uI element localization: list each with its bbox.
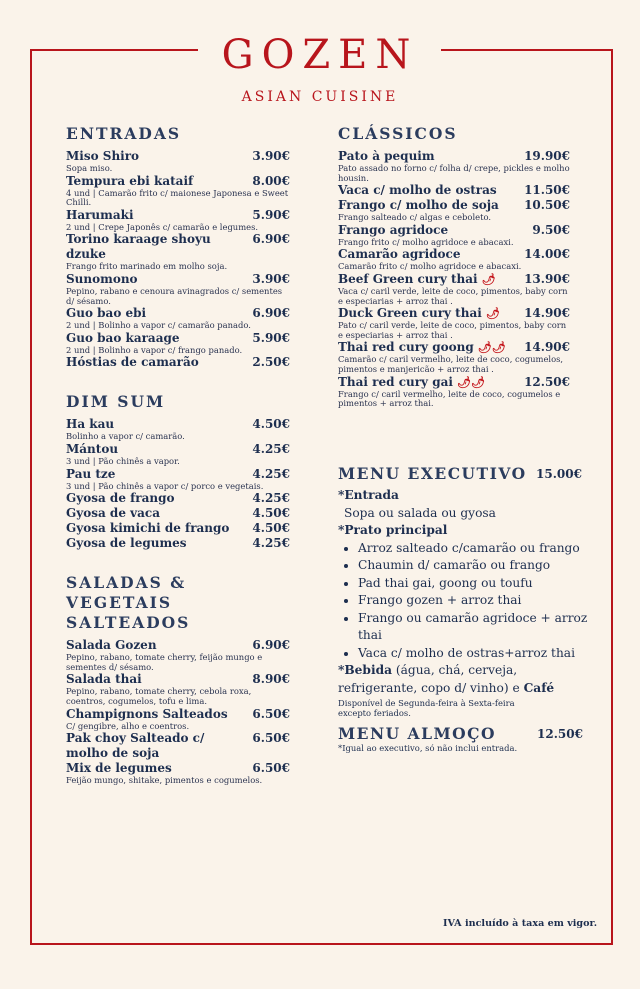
item-price: 8.00€ (252, 173, 290, 188)
menu-item (66, 761, 290, 786)
item-name-text: Ha kau (66, 417, 115, 432)
menu-item (338, 340, 570, 374)
executivo-note: Disponível de Segunda-feira à Sexta-feira excepto feriados. (338, 698, 515, 718)
item-price: 19.90€ (524, 149, 570, 163)
item-name-text: Miso Shiro (66, 149, 140, 163)
item-description: Bolinho a vapor c/ camarão. (66, 431, 185, 442)
item-price: 2.50€ (252, 355, 290, 370)
item-name-text: Torino karaage shoyu dzuke (66, 232, 211, 262)
item-name-text: Gyosa kimichi de frango (66, 521, 230, 536)
item-name-text: Gyosa de frango (66, 491, 175, 506)
brand-subtitle: ASIAN CUISINE (241, 89, 399, 105)
menu-item (338, 375, 570, 409)
frame-right (611, 49, 613, 945)
menu-item (66, 506, 290, 521)
item-description: Frango frito c/ molho agridoce e abacaxi. (338, 236, 514, 247)
item-price: 9.50€ (532, 222, 570, 237)
item-price: 11.50€ (524, 183, 570, 198)
item-name-text: Champignons Salteados (66, 706, 228, 721)
item-description: 3 und | Pão chinês a vapor. (66, 455, 180, 466)
prato-item: • Vaca c/ molho de ostras+arroz thai (358, 645, 598, 663)
left-column (66, 124, 290, 786)
menu-item (66, 355, 290, 370)
item-price: 6.50€ (252, 731, 290, 746)
item-price: 6.50€ (252, 761, 290, 776)
menu-item (66, 731, 290, 761)
chili-icon: 🌶 (485, 307, 500, 321)
item-price: 13.90€ (524, 271, 570, 286)
item-price: 8.90€ (252, 672, 290, 687)
saladas-title: SALADAS & VEGETAIS SALTEADOS (66, 573, 191, 633)
menu-item (66, 272, 290, 306)
bebida-label: *Bebida (338, 663, 392, 677)
classicos-title: CLÁSSICOS (338, 124, 458, 143)
item-price: 4.25€ (252, 491, 290, 506)
item-description: 3 und | Pão chinês a vapor c/ porco e vegetais. (66, 480, 264, 491)
dimsum-title: DIM SUM (66, 392, 166, 412)
item-price: 6.90€ (252, 306, 290, 321)
menu-item (338, 183, 570, 198)
classicos-section (338, 124, 570, 409)
menu-item (338, 306, 570, 340)
item-name-text: Hóstias de camarão (66, 355, 199, 370)
item-name-text: Pau tze (66, 466, 116, 481)
item-price: 4.50€ (252, 417, 290, 432)
item-name-text: Mántou (66, 441, 119, 456)
item-price: 5.90€ (252, 330, 290, 345)
entrada-label: *Entrada (338, 488, 399, 502)
item-price: 3.90€ (252, 149, 290, 163)
item-name-text: Salada thai (66, 672, 142, 687)
item-description: Frango salteado c/ algas e ceboleto. (338, 212, 492, 223)
chili-icon: 🌶🌶 (457, 375, 486, 389)
item-name-text: Harumaki (66, 207, 134, 222)
brand-title: GOZEN (221, 32, 419, 78)
menu-item (66, 491, 290, 506)
menu-item (66, 467, 290, 492)
menu-item (66, 306, 290, 331)
item-name-text: Pak choy Salteado c/ molho de soja (66, 731, 205, 761)
menu-executivo-body (338, 487, 598, 718)
frame-left (30, 49, 32, 945)
item-price: 4.50€ (252, 521, 290, 536)
prato-item: • Arroz salteado c/camarão ou frango (358, 540, 598, 558)
menu-executivo-price: 15.00€ (536, 467, 582, 481)
pratos-list (338, 540, 598, 663)
prato-item: • Frango ou camarão agridoce + arroz thai (358, 610, 598, 645)
item-description: C/ gengibre, alho e coentros. (66, 720, 190, 731)
item-price: 6.50€ (252, 706, 290, 721)
item-name-text: Gyosa de vaca (66, 506, 160, 521)
item-description: Sopa miso. (66, 163, 113, 173)
iva-note: IVA incluído à taxa em vigor. (443, 918, 598, 929)
item-description: 4 und | Camarão frito c/ maionese Japonesa e Sweet Chilli. (66, 187, 289, 208)
menu-almoco-price: 12.50€ (537, 727, 583, 741)
menu-item (338, 247, 570, 272)
item-price: 14.90€ (524, 340, 570, 355)
item-description: 2 und | Bolinho a vapor c/ frango panado. (66, 344, 243, 355)
item-description: Vaca c/ caril verde, leite de coco, pimentos, baby corn e especiarias + arroz thai . (338, 285, 568, 306)
item-price: 5.90€ (252, 207, 290, 222)
menu-executivo-title: MENU EXECUTIVO (338, 464, 527, 483)
item-description: Frango frito marinado em molho soja. (66, 261, 228, 272)
item-description: 2 und | Bolinho a vapor c/ camarão panado. (66, 320, 251, 331)
menu-item (66, 417, 290, 442)
entradas-title: ENTRADAS (66, 124, 182, 143)
item-name-text: Salada Gozen (66, 638, 157, 653)
prato-item: • Chaumin d/ camarão ou frango (358, 557, 598, 575)
right-column (338, 124, 570, 409)
menu-item (66, 208, 290, 233)
cafe-label: Café (523, 680, 555, 695)
item-name-text: Vaca c/ molho de ostras (338, 183, 497, 198)
item-description: Feijão mungo, shitake, pimentos e cogumelos. (66, 775, 263, 786)
bebida-line (338, 662, 598, 697)
item-price: 4.50€ (252, 506, 290, 521)
item-description: Frango c/ caril vermelho, leite de coco, cogumelos e pimentos + arroz thai. (338, 388, 561, 409)
menu-item (66, 149, 290, 174)
item-name-text: Pato à pequim (338, 149, 435, 163)
item-price: 14.00€ (524, 247, 570, 262)
item-description: Pato c/ caril verde, leite de coco, pimentos, baby corn e especiarias + arroz thai . (338, 320, 567, 340)
item-name-text: Mix de legumes (66, 761, 172, 776)
entrada-text: Sopa ou salada ou gyosa (344, 505, 496, 520)
item-name-text: Thai red cury goong (338, 340, 474, 355)
item-name-text: Duck Green cury thai (338, 306, 482, 321)
menu-item (66, 521, 290, 536)
item-description: 2 und | Crepe Japonês c/ camarão e legumes. (66, 221, 259, 232)
item-price: 12.50€ (524, 374, 570, 389)
item-price: 6.90€ (252, 232, 290, 247)
frame-bottom (30, 943, 613, 945)
menu-item (66, 672, 290, 706)
dimsum-section (66, 392, 290, 551)
menu-almoco-title: MENU ALMOÇO (338, 724, 496, 743)
item-description: Pepino, rabano e cenoura avinagrados c/ sementes d/ sésamo. (66, 285, 283, 306)
item-name-text: Sunomono (66, 271, 138, 286)
item-name-text: Beef Green cury thai (338, 271, 478, 286)
prato-item: • Frango gozen + arroz thai (358, 592, 598, 610)
item-name-text: Tempura ebi kataif (66, 173, 194, 188)
item-description: Pato assado no forno c/ folha d/ crepe, pickles e molho housin. (338, 163, 570, 183)
item-description: Pepino, rabano, tomate cherry, cebola roxa, coentros, cogumelos, tofu e lima. (66, 686, 252, 706)
item-price: 4.25€ (252, 441, 290, 456)
chili-icon: 🌶 (481, 272, 496, 286)
menu-item (66, 331, 290, 356)
menu-item (66, 536, 290, 551)
bebida-text: (água, chá, cerveja, refrigerante, copo d/ vinho) e (338, 663, 520, 695)
item-name-text: Camarão agridoce (338, 247, 461, 262)
menu-item (66, 232, 290, 272)
menu-item (66, 638, 290, 672)
menu-item (338, 223, 570, 248)
menu-item (66, 707, 290, 732)
item-name-text: Thai red cury gai (338, 374, 453, 389)
item-price: 3.90€ (252, 271, 290, 286)
saladas-section (66, 573, 290, 786)
item-price: 14.90€ (524, 306, 570, 321)
item-name-text: Guo bao ebi (66, 306, 147, 321)
menu-item (338, 149, 570, 183)
item-description: Camarão c/ caril vermelho, leite de coco, cogumelos, pimentos e manjericão + arroz thai . (338, 354, 564, 374)
chili-icon: 🌶🌶 (477, 341, 506, 355)
item-price: 10.50€ (524, 198, 570, 213)
item-name-text: Frango agridoce (338, 222, 449, 237)
item-name-text: Gyosa de legumes (66, 536, 187, 551)
item-description: Camarão frito c/ molho agridoce e abacaxi. (338, 261, 522, 272)
menu-item (66, 442, 290, 467)
item-price: 6.90€ (252, 638, 290, 653)
menu-almoco-note: *Igual ao executivo, só não inclui entrada. (338, 743, 518, 753)
item-price: 4.25€ (252, 536, 290, 551)
item-name-text: Guo bao karaage (66, 330, 180, 345)
menu-item (66, 174, 290, 208)
entradas-section (66, 124, 290, 370)
prato-item: • Pad thai gai, goong ou toufu (358, 575, 598, 593)
prato-label: *Prato principal (338, 523, 448, 537)
item-price: 4.25€ (252, 466, 290, 481)
item-name-text: Frango c/ molho de soja (338, 198, 499, 213)
menu-item (338, 198, 570, 223)
menu-item (338, 272, 570, 306)
item-description: Pepino, rabano, tomate cherry, feijão mungo e sementes d/ sésamo. (66, 652, 263, 672)
